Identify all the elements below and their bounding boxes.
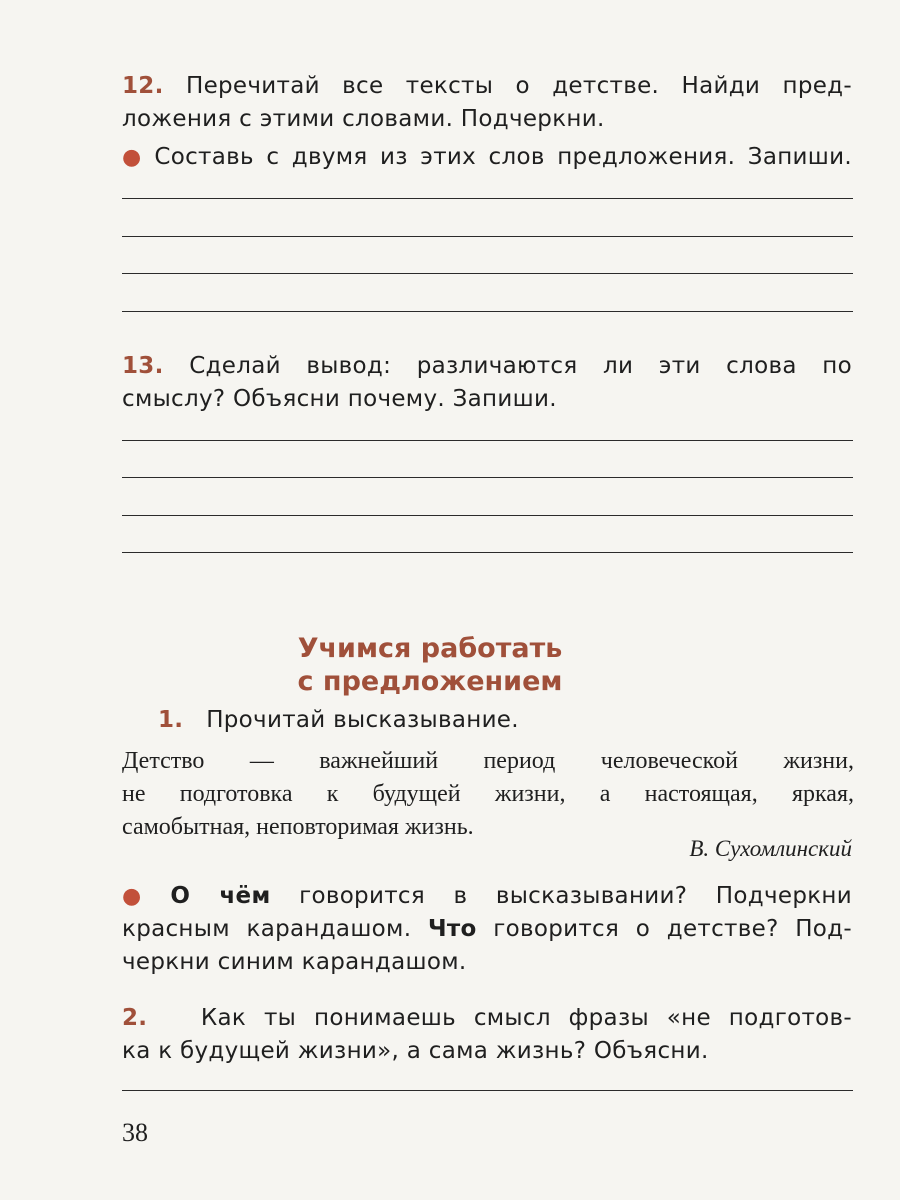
task-2-line-1 xyxy=(122,1002,852,1035)
answer-line[interactable] xyxy=(122,552,853,553)
task-1-bullet-text-2a: красным карандашом. xyxy=(122,916,412,942)
quote-line-3: самобытная, неповторимая жизнь. xyxy=(122,814,474,840)
task-13-number: 13. xyxy=(122,353,164,379)
answer-line[interactable] xyxy=(122,440,853,441)
task-12-bullet xyxy=(122,141,852,174)
page-number: 38 xyxy=(122,1118,148,1147)
section-title-line-2: с предложением xyxy=(297,666,563,697)
task-12-text-1: Перечитай все тексты о детстве. Найди пред- xyxy=(185,73,852,99)
task-13-line-2: смыслу? Объясни почему. Запиши. xyxy=(122,386,557,412)
section-title xyxy=(200,632,660,698)
task-12-line-1 xyxy=(122,70,852,103)
quote xyxy=(122,745,854,844)
quote-line-1: Детство — важнейший период человеческой жизни, xyxy=(122,748,854,774)
task-2-line-2: ка к будущей жизни», а сама жизнь? Объясни. xyxy=(122,1038,709,1064)
section-title-line-1: Учимся работать xyxy=(297,633,563,664)
task-1-bullet-text-1: говорится в высказывании? Подчеркни xyxy=(299,883,852,909)
answer-line[interactable] xyxy=(122,1090,853,1091)
answer-line[interactable] xyxy=(122,198,853,199)
task-2-number: 2. xyxy=(122,1005,148,1031)
task-1-bullet xyxy=(122,880,852,979)
task-2-text-1: Как ты понимаешь смысл фразы «не подготов- xyxy=(200,1005,852,1031)
answer-line[interactable] xyxy=(122,515,853,516)
task-1-bullet-text-3: черкни синим карандашом. xyxy=(122,949,467,975)
task-2 xyxy=(122,1002,852,1068)
answer-line[interactable] xyxy=(122,477,853,478)
task-12-line-2: ложения с этими словами. Подчеркни. xyxy=(122,106,605,132)
task-1-number: 1. xyxy=(158,707,184,733)
task-1-bold-2: Что xyxy=(427,916,477,942)
answer-line[interactable] xyxy=(122,311,853,312)
task-1-bullet-text-2b: говорится о детстве? Под- xyxy=(493,916,852,942)
quote-author: В. Сухомлинский xyxy=(689,836,852,861)
answer-line[interactable] xyxy=(122,236,853,237)
task-12-bullet-text: Составь с двумя из этих слов предложения. Запиши. xyxy=(154,144,852,170)
task-1-bold-1: О чём xyxy=(170,883,271,909)
quote-line-2: не подготовка к будущей жизни, а настоящая, яркая, xyxy=(122,781,854,807)
task-1-text: Прочитай высказывание. xyxy=(206,707,519,733)
task-13 xyxy=(122,350,852,416)
answer-line[interactable] xyxy=(122,273,853,274)
task-13-text-1: Сделай вывод: различаются ли эти слова по xyxy=(189,353,852,379)
task-13-line-1 xyxy=(122,350,852,383)
bullet-icon: ● xyxy=(122,884,163,909)
task-12 xyxy=(122,70,852,136)
task-12-number: 12. xyxy=(122,73,164,99)
bullet-icon: ● xyxy=(122,145,147,170)
task-1 xyxy=(158,704,852,737)
